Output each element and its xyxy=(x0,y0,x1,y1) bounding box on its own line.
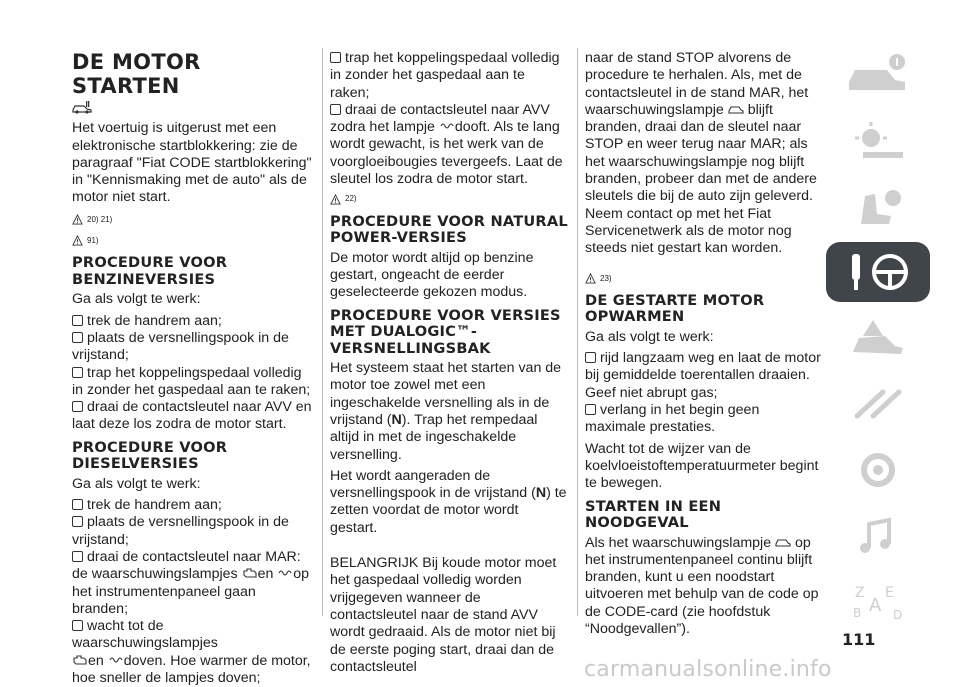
checkbox-bullet-icon xyxy=(72,551,83,562)
checkbox-bullet-icon xyxy=(330,104,341,115)
column-3 xyxy=(585,50,823,642)
checkbox-bullet-icon xyxy=(585,404,596,415)
engine-warning-icon xyxy=(242,567,258,579)
glow-plug-icon xyxy=(277,567,293,579)
list-item: trap het koppelingspedaal volledig in zonder het gaspedaal aan te raken; xyxy=(72,364,311,398)
nav-multimedia-icon[interactable] xyxy=(826,506,930,566)
checkbox-bullet-icon xyxy=(72,499,83,510)
diesel-list xyxy=(72,497,312,687)
nav-index-icon[interactable] xyxy=(826,572,930,632)
list-item: rijd langzaam weg en laat de motor bij gemiddelde toerentallen draaien. Geef niet abrupt gas; xyxy=(585,350,821,401)
nav-technical-data-icon[interactable] xyxy=(826,440,930,500)
list-item: draai de contactsleutel naar AVV zodra het lampje dooft. Als te lang wordt gewacht, is het werk van de voorgloeibougies tevergeefs. Laat de sleutel los zodra de motor start. xyxy=(330,101,563,188)
list-item: plaats de versnellingspook in de vrijstand; xyxy=(72,329,289,364)
heading-benzine: PROCEDURE VOOR BENZINEVERSIES xyxy=(72,254,228,288)
checkbox-bullet-icon xyxy=(72,516,83,527)
warm-text: Wacht tot de wijzer van de koelvloeistoftemperatuurmeter begint te bewegen. xyxy=(585,440,819,492)
page-number: 111 xyxy=(842,630,876,649)
caution-icon xyxy=(72,235,83,246)
list-item: plaats de versnellingspook in de vrijstand; xyxy=(72,514,289,548)
nav-breakdown-icon[interactable] xyxy=(826,308,930,368)
reference-note: 23) xyxy=(585,270,823,287)
column-divider xyxy=(322,48,323,616)
nav-warning-lights-icon[interactable] xyxy=(826,110,930,170)
list-item: draai de contactsleutel naar MAR: de waarschuwingslampjes en op het instrumentenpaneel gaan branden; xyxy=(72,548,310,617)
column-2 xyxy=(330,50,568,680)
nav-car-info-icon[interactable] xyxy=(826,44,930,104)
heading-warm-up: DE GESTARTE MOTOR OPWARMEN xyxy=(585,291,765,326)
reference-note: 22) xyxy=(330,190,568,207)
intro-text: Het voertuig is uitgerust met een elektronische startblokkering: zie de paragraaf "Fiat CODE startblokkering" in "Kennismaking met de auto" als de motor niet start. xyxy=(72,120,312,206)
column-divider xyxy=(577,48,578,616)
glow-plug-icon xyxy=(108,654,124,666)
heading-dualogic: PROCEDURE VOOR VERSIES MET DUALOGIC™-VERSNELLINGSBAK xyxy=(330,306,561,357)
heading-diesel: PROCEDURE VOOR DIESELVERSIES xyxy=(72,438,228,473)
checkbox-bullet-icon xyxy=(72,367,83,378)
lead-text-2: Ga als volgt te werk: xyxy=(72,475,201,492)
list-item: wacht tot de waarschuwingslampjes en doven. Hoe warmer de motor, hoe sneller de lampjes doven; xyxy=(72,618,311,687)
checkbox-bullet-icon xyxy=(72,332,83,343)
car-key-icon xyxy=(72,100,312,119)
svg-text:D: D xyxy=(893,608,903,622)
nav-key-steering-icon[interactable] xyxy=(826,242,930,302)
benzine-list xyxy=(72,313,312,434)
list-item: verlang in het begin geen maximale prestaties. xyxy=(585,402,760,436)
warning-triangle-icon xyxy=(72,214,83,225)
checkbox-bullet-icon xyxy=(72,401,83,412)
list-item: trap het koppelingspedaal volledig in zonder het gaspedaal aan te raken; xyxy=(330,50,560,101)
heading-emergency: STARTEN IN EEN NOODGEVAL xyxy=(585,497,722,532)
list-item: trek de handrem aan; xyxy=(72,313,312,330)
glow-plug-icon xyxy=(439,120,455,132)
list-item: trek de handrem aan; xyxy=(72,497,312,514)
immobilizer-car-icon xyxy=(775,536,791,548)
checkbox-bullet-icon xyxy=(72,620,83,631)
engine-warning-icon xyxy=(72,654,88,666)
nav-seat-airbag-icon[interactable] xyxy=(826,176,930,236)
heading-natural-power: PROCEDURE VOOR NATURAL POWER-VERSIES xyxy=(330,212,568,247)
warning-triangle-icon xyxy=(330,194,341,205)
reference-notes-a: 20) 21) xyxy=(72,211,312,228)
lead-text: Ga als volgt te werk: xyxy=(585,328,714,345)
dualogic-text-2: Het wordt aangeraden de versnellingspook in de vrijstand (N) te zetten voordat de motor wordt gestart. xyxy=(330,467,567,536)
checkbox-bullet-icon xyxy=(330,52,341,63)
immobilizer-car-icon xyxy=(728,103,744,115)
natural-text: De motor wordt altijd op benzine gestart, ongeacht de eerder geselecteerde gekozen modus. xyxy=(330,249,534,301)
watermark: carmanualsonline.info xyxy=(584,657,832,682)
svg-text:B: B xyxy=(853,606,862,620)
emergency-text: Als het waarschuwingslampje op het instrumentenpaneel continu blijft branden, kunt u een noodstart uitvoeren met behulp van de code op de CODE-card (zie hoofdstuk “Noodgevallen”). xyxy=(585,534,819,638)
column-1 xyxy=(72,50,312,687)
svg-text:E: E xyxy=(885,585,894,601)
lead-text: Ga als volgt te werk: xyxy=(72,291,201,308)
nav-maintenance-icon[interactable] xyxy=(826,374,930,434)
checkbox-bullet-icon xyxy=(72,315,83,326)
chapter-nav xyxy=(826,44,932,638)
warning-triangle-icon xyxy=(585,273,596,284)
important-note: BELANGRIJK Bij koude motor moet het gaspedaal volledig worden vrijgegeven wanneer de contactsleutel naar de stand AVV wordt gedraaid. Als de motor niet bij de eerste poging start, draai dan de contactsleutel xyxy=(330,555,557,675)
svg-text:A: A xyxy=(869,595,882,616)
page-title: DE MOTOR STARTEN xyxy=(72,50,201,98)
list-item: draai de contactsleutel naar AVV en laat deze los zodra de motor start. xyxy=(72,399,312,433)
continued-text: naar de stand STOP alvorens de procedure te herhalen. Als, met de contactsleutel in de stand MAR, het waarschuwingslampje blijft branden, draai dan de sleutel naar STOP en weer terug naar MAR; als het waarschuwingslampje nog blijft branden, probeer dan met de andere sleutels die bij de auto zijn geleverd. Neem contact op met het Fiat Servicenetwerk als de motor nog steeds niet gestart kan worden. xyxy=(585,50,817,257)
reference-notes-b: 91) xyxy=(72,232,312,249)
svg-text:Z: Z xyxy=(855,585,865,601)
dualogic-text-1: Het systeem staat het starten van de motor toe zowel met een ingeschakelde versnelling als in de vrijstand (N). Trap het rempedaal altijd in met de ingeschakelde versnelling. xyxy=(330,360,562,463)
checkbox-bullet-icon xyxy=(585,352,596,363)
